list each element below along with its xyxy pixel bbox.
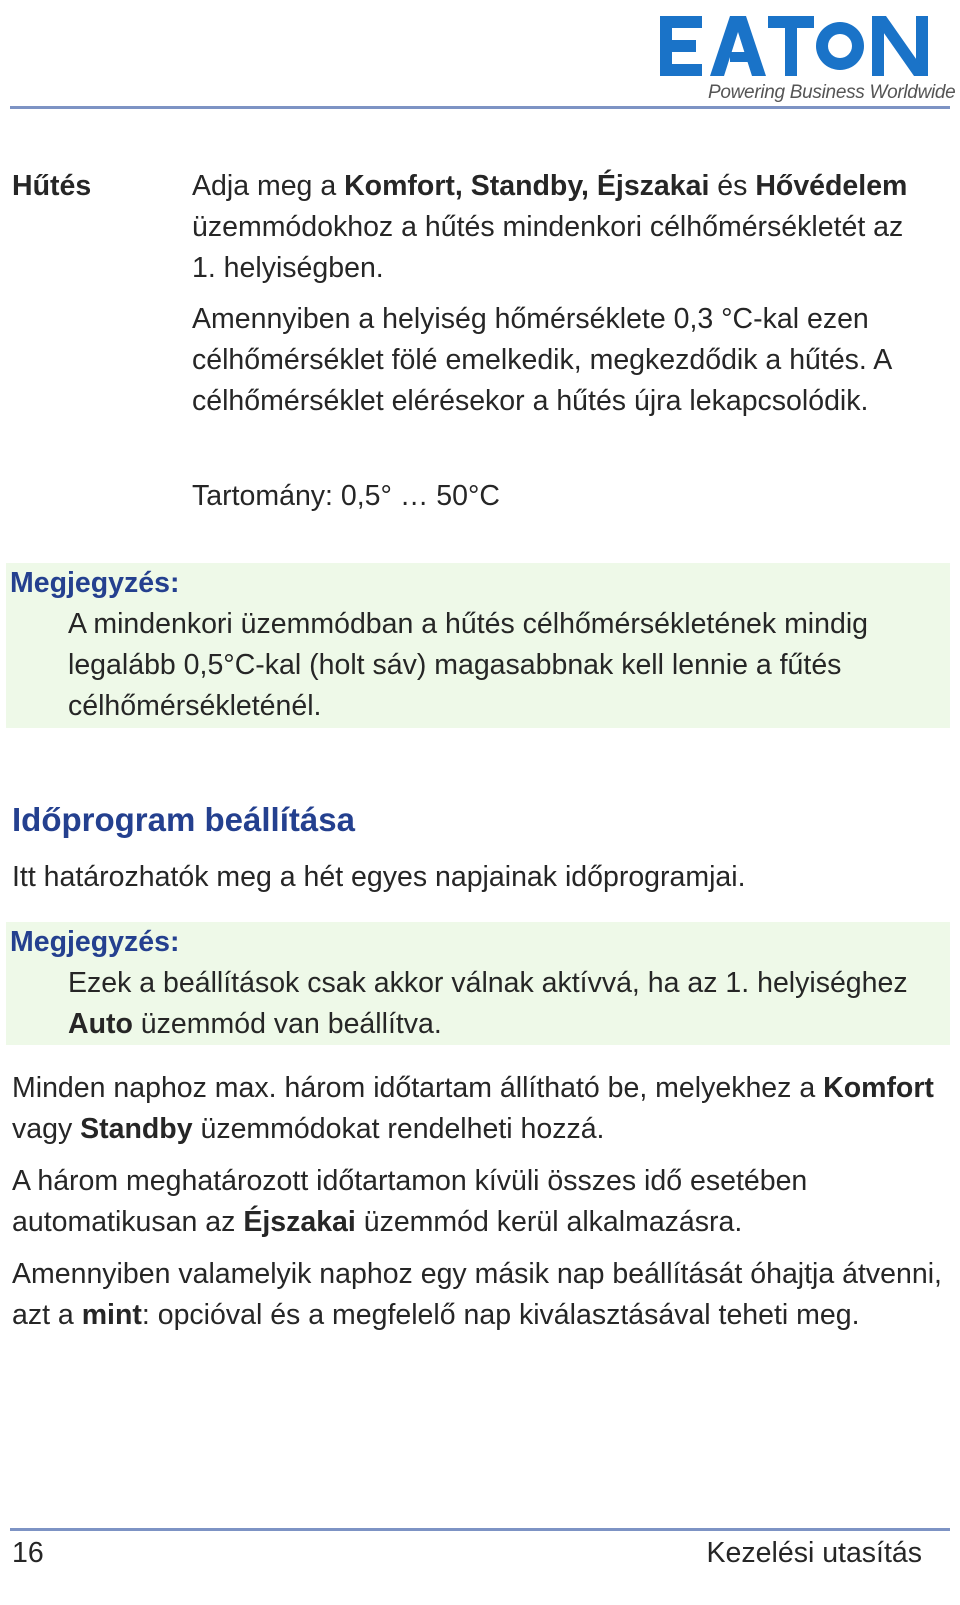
note-1-title: Megjegyzés: [10, 567, 180, 599]
header-rule [10, 106, 950, 109]
cooling-paragraph-1: Adja meg a Komfort, Standby, Éjszakai és Hővédelem üzemmódokhoz a hűtés mindenkori célhőmérsékletét az 1. helyiségben. [192, 170, 908, 284]
bold-term: Hővédelem [755, 170, 908, 202]
eaton-wordmark [660, 12, 950, 82]
bold-term: Auto [68, 1008, 133, 1040]
bold-term: Éjszakai [243, 1206, 356, 1238]
document-title: Kezelési utasítás [706, 1537, 922, 1569]
cooling-label: Hűtés [12, 170, 92, 202]
page-number: 16 [12, 1537, 44, 1569]
bold-term: Komfort [823, 1072, 934, 1104]
cooling-paragraph-2: Amennyiben a helyiség hőmérséklete 0,3 °C-kal ezen célhőmérséklet fölé emelkedik, megkezdődik a hűtés. A célhőmérséklet elérésekor a hűtés újra lekapcsolódik. [192, 303, 891, 417]
bold-term: Standby [80, 1113, 193, 1145]
footer-rule [10, 1528, 950, 1531]
bold-term: mint [81, 1299, 142, 1331]
note-1-text: A mindenkori üzemmódban a hűtés célhőmérsékletének mindig legalább 0,5°C-kal (holt sáv) magasabbnak kell lennie a fűtés célhőmérsékleténél. [68, 608, 869, 722]
eaton-logo [660, 12, 956, 104]
body-paragraph-2: A három meghatározott időtartamon kívüli összes idő esetében automatikusan az Éjszakai üzemmód kerül alkalmazásra. [12, 1165, 808, 1238]
note-2-text: Ezek a beállítások csak akkor válnak aktívvá, ha az 1. helyiséghez Auto üzemmód van beállítva. [68, 967, 908, 1040]
note-2-title: Megjegyzés: [10, 926, 180, 958]
body-paragraph-1: Minden naphoz max. három időtartam állítható be, melyekhez a Komfort vagy Standby üzemmódokat rendelheti hozzá. [12, 1072, 934, 1145]
body-paragraph-3: Amennyiben valamelyik naphoz egy másik nap beállítását óhajtja átvenni, azt a mint: opcióval és a megfelelő nap kiválasztásával teheti meg. [12, 1258, 942, 1331]
bold-term: Komfort, Standby, Éjszakai [344, 170, 710, 202]
schedule-intro: Itt határozhatók meg a hét egyes napjainak időprogramjai. [12, 861, 746, 893]
logo-tagline: Powering Business Worldwide [708, 82, 956, 103]
cooling-range: Tartomány: 0,5° … 50°C [192, 480, 500, 512]
section-title-schedule: Időprogram beállítása [12, 801, 355, 838]
